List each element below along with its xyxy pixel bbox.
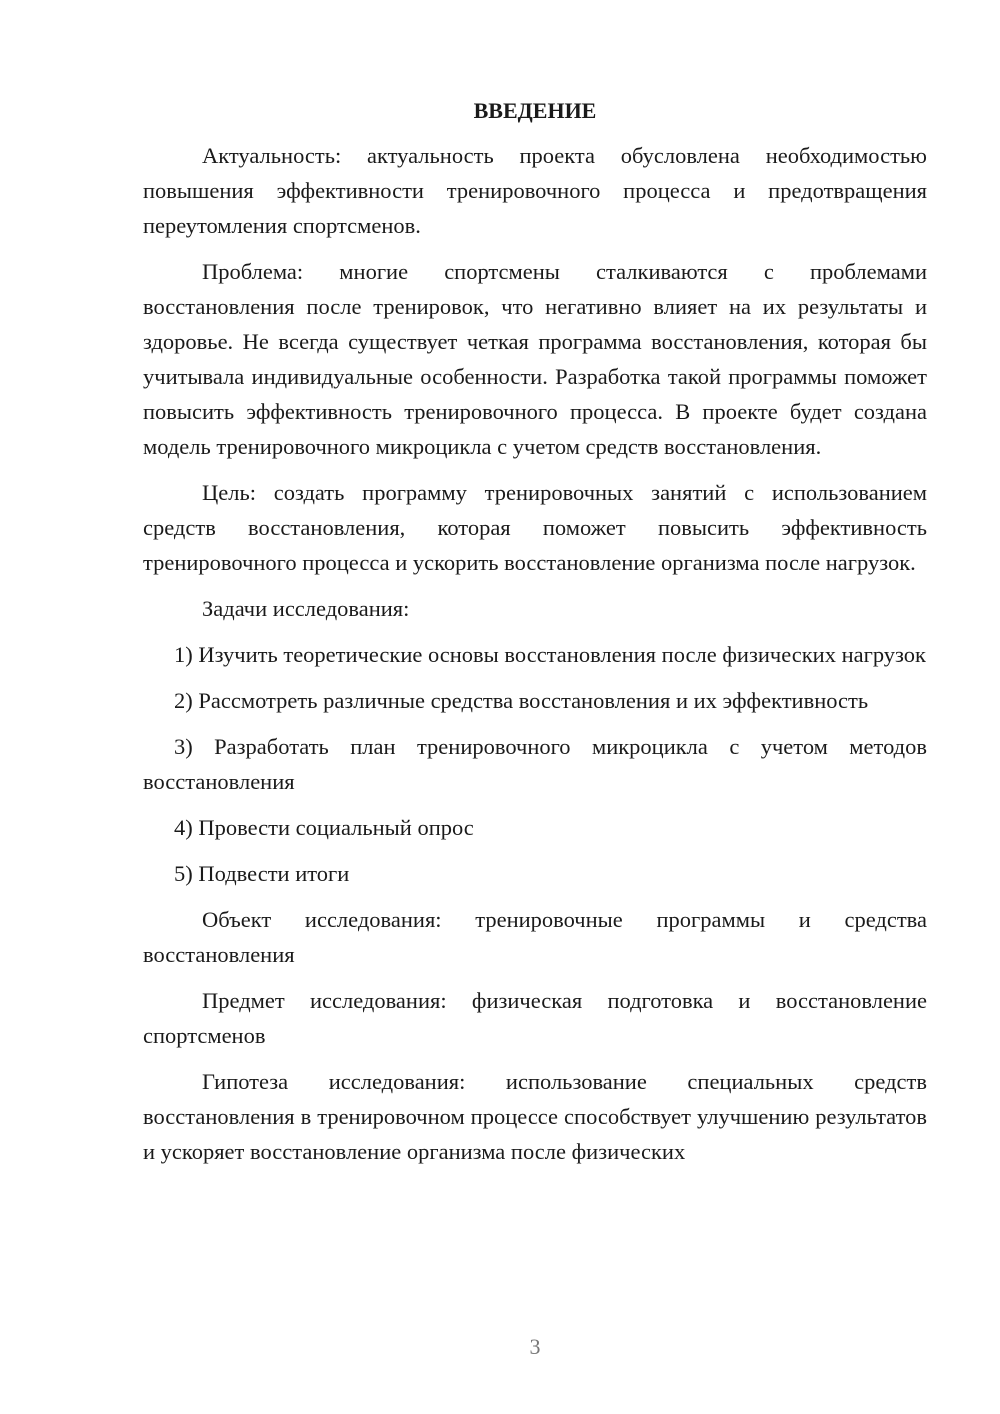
document-body xyxy=(143,93,927,1180)
task-item-3: 3) Разработать план тренировочного микроцикла с учетом методов восстановления xyxy=(143,734,927,794)
task-item-4: 4) Провести социальный опрос xyxy=(174,815,474,840)
problem-paragraph: Проблема: многие спортсмены сталкиваются с проблемами восстановления после тренировок, что негативно влияет на их результаты и здоровье. Не всегда существует четкая программа восстановления, которая бы учитывала индивидуальные особенности. Разработка такой программы поможет повысить эффективность тренировочного процесса. В проекте будет создана модель тренировочного микроцикла с учетом средств восстановления. xyxy=(143,259,927,459)
relevance-paragraph: Актуальность: актуальность проекта обусловлена необходимостью повышения эффективности тренировочного процесса и предотвращения переутомления спортсменов. xyxy=(143,143,927,238)
subject-paragraph: Предмет исследования: физическая подготовка и восстановление спортсменов xyxy=(143,988,927,1048)
tasks-heading: Задачи исследования: xyxy=(202,596,410,621)
page-number: 3 xyxy=(529,1334,541,1359)
task-item-1: 1) Изучить теоретические основы восстановления после физических нагрузок xyxy=(174,642,926,667)
hypothesis-paragraph: Гипотеза исследования: использование специальных средств восстановления в тренировочном процессе способствует улучшению результатов и ускоряет восстановление организма после физических xyxy=(143,1069,927,1164)
section-title: ВВЕДЕНИЕ xyxy=(473,98,597,123)
task-item-2: 2) Рассмотреть различные средства восстановления и их эффективность xyxy=(174,688,869,713)
task-item-5: 5) Подвести итоги xyxy=(174,861,350,886)
goal-paragraph: Цель: создать программу тренировочных занятий с использованием средств восстановления, которая поможет повысить эффективность тренировочного процесса и ускорить восстановление организма после нагрузок. xyxy=(143,480,927,575)
object-paragraph: Объект исследования: тренировочные программы и средства восстановления xyxy=(143,907,927,967)
